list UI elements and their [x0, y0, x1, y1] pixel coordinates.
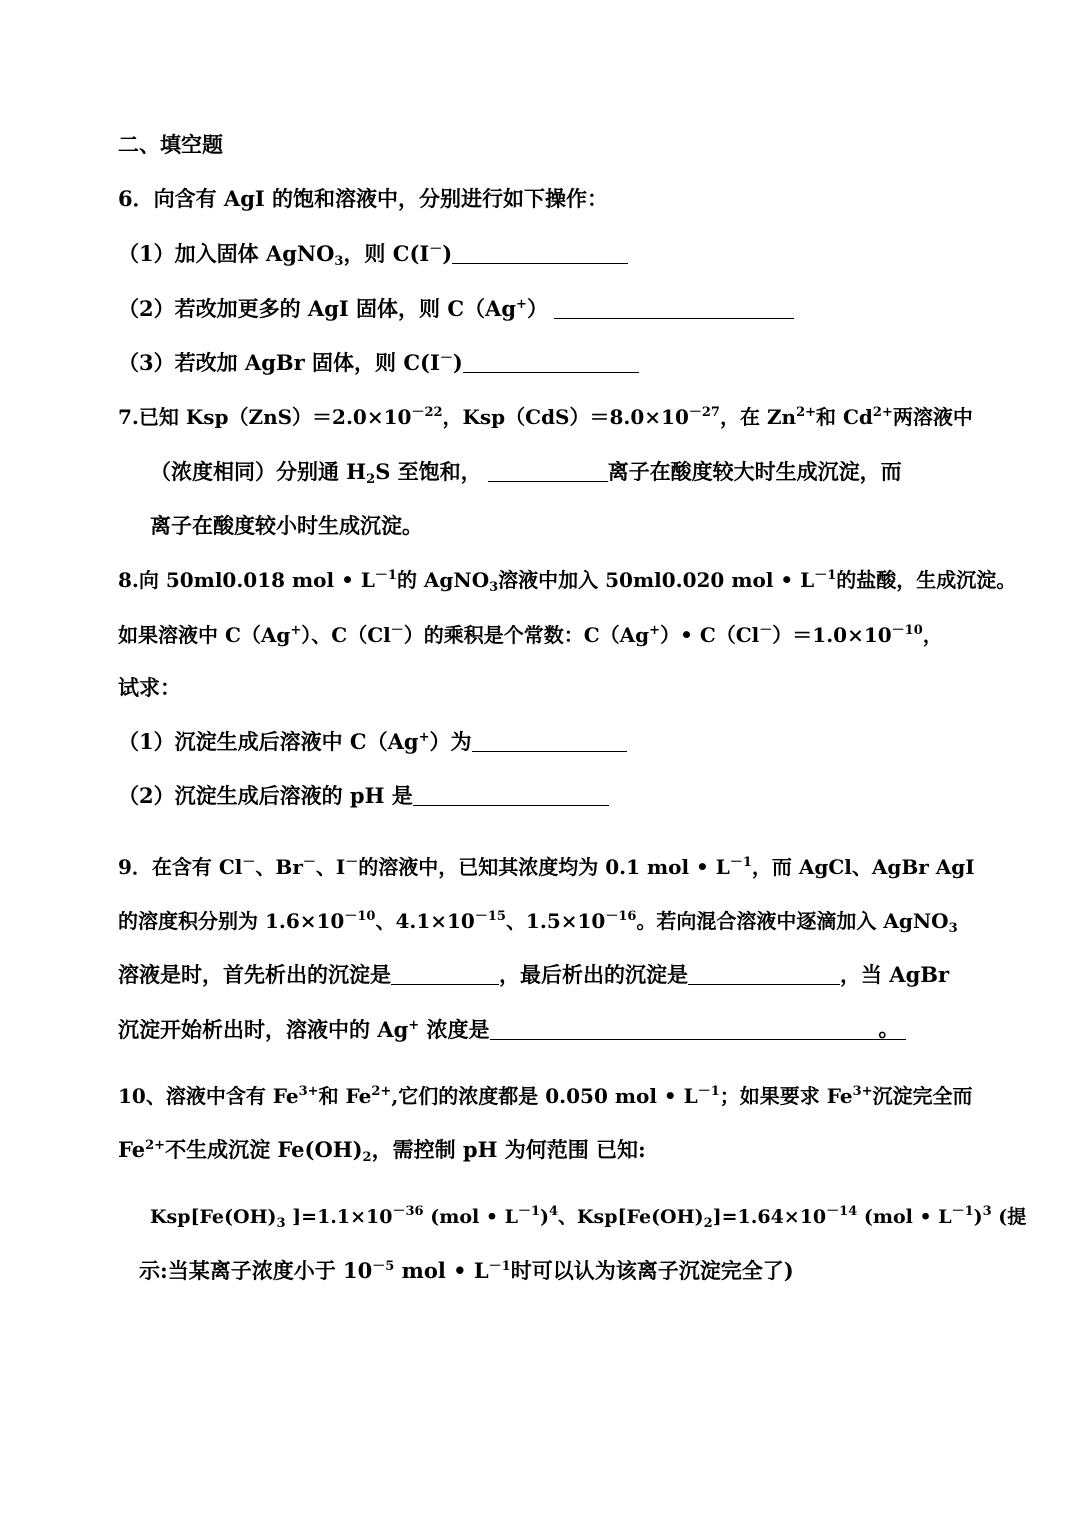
q8-part2: （2）沉淀生成后溶液的 pH 是: [118, 782, 609, 810]
q10-ksp-line: $Ksp[Fe(OH)_3$ ]$=1.1\times 10^{-36}$ (mol • $L^{-1})^4$、$Ksp[Fe(OH)_2]=1.64\times 10^{-14}$ (mol • $L^{-1})^3$ (提: [150, 1204, 1027, 1231]
q6-part2-answer-blank[interactable]: [554, 298, 794, 319]
q8-part1-answer-blank[interactable]: [472, 731, 627, 752]
q10-line1: 10、溶液中含有 $Fe^{3+}$和 $Fe^{2+}$,它们的浓度都是 0.050 mol • $L^{-1}$；如果要求 $Fe^{3+}$沉淀完全而: [118, 1084, 973, 1108]
q7-answer-blank-1[interactable]: [488, 461, 608, 482]
q6-part3: （3）若改加 AgBr 固体，则 C(I－): [118, 349, 639, 377]
q10-hint-line: 示:当某离子浓度小于 $10^{-5}$ mol • $L^{-1}$时可以认为该离子沉淀完全了): [139, 1258, 794, 1283]
q6-part2: （2）若改加更多的 AgI 固体，则 C（Ag+）: [118, 295, 794, 323]
q9-line4: 沉淀开始析出时，溶液中的 Ag+ 浓度是 。: [118, 1016, 906, 1044]
q9-line3: 溶液是时，首先析出的沉淀是 ，最后析出的沉淀是 ，当 AgBr: [118, 962, 950, 987]
q6-part1-answer-blank[interactable]: [452, 243, 628, 264]
q8-line1: 8.向 50ml0.018 mol • $L^{-1}$的 AgNO$_3$溶液中加入 50ml0.020 mol • $L^{-1}$的盐酸，生成沉淀。: [118, 568, 1017, 595]
q9-first-precipitate-blank[interactable]: [391, 964, 499, 985]
q7-line3: 离子在酸度较小时生成沉淀。: [150, 513, 423, 538]
q9-line2: 的溶度积分别为 $1.6\times 10^{-10}$、$4.1\times 10^{-15}$、$1.5\times 10^{-16}$。若向混合溶液中逐滴加入 AgNO$_3$: [118, 909, 958, 936]
q7-line1: 7.已知 $Ksp(ZnS)=2.0\times 10^{-22}$，$Ksp(CdS)=8.0\times 10^{-27}$，在 $Zn^{2+}$和 $Cd^{2+}$两溶液中: [118, 405, 973, 429]
q9-line1: 9．在含有 Cl－、Br－、I－的溶液中，已知其浓度均为 0.1 mol • $L^{-1}$，而 AgCl、AgBr AgI: [118, 855, 975, 879]
q6-part1: （1）加入固体 AgNO$_3$，则 C(I－): [118, 240, 628, 268]
q6-part3-answer-blank[interactable]: [463, 352, 639, 373]
q8-line3: 试求：: [118, 675, 181, 700]
section-title: 二、填空题: [118, 132, 223, 157]
q8-part2-answer-blank[interactable]: [413, 785, 609, 806]
q10-line2: $Fe^{2+}$不生成沉淀 $Fe(OH)_2$，需控制 pH 为何范围 已知:: [118, 1137, 646, 1165]
q7-line2: （浓度相同）分别通 $H_2S$ 至饱和， 离子在酸度较大时生成沉淀，而: [150, 459, 902, 487]
q8-line2: 如果溶液中 C（Ag+）、C（Cl－）的乘积是个常数：C（Ag+）• $C(Cl^-)=1.0\times 10^{-10}$，: [118, 623, 943, 647]
q9-last-precipitate-blank[interactable]: [688, 964, 840, 985]
q6-stem: 6．向含有 AgI 的饱和溶液中，分别进行如下操作：: [118, 186, 609, 211]
q8-part1: （1）沉淀生成后溶液中 C（Ag+）为: [118, 728, 627, 756]
q9-period: 。: [878, 1016, 900, 1041]
